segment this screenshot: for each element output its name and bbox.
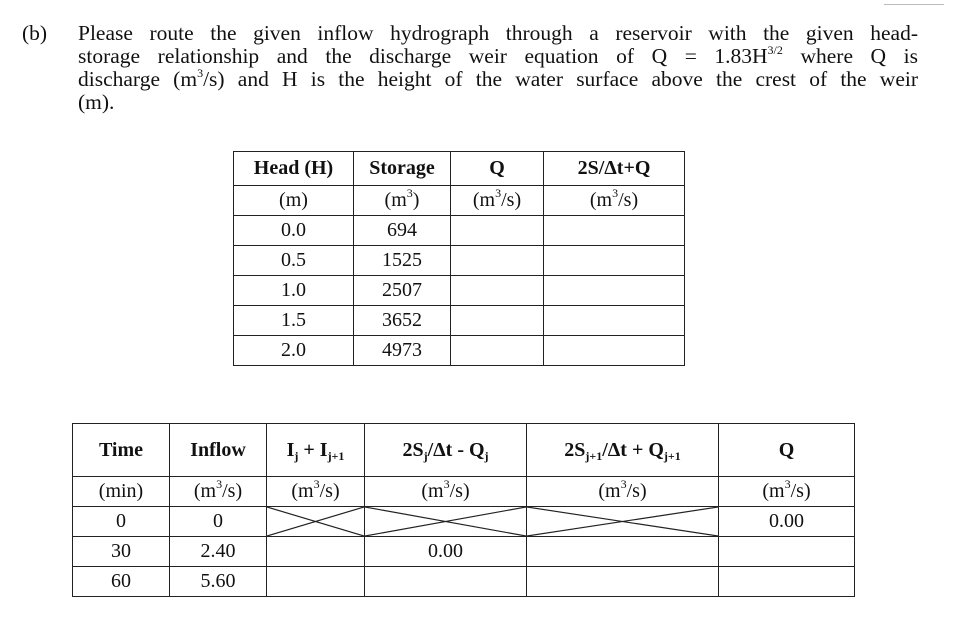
cell-storage: 3652 — [354, 306, 451, 336]
unit-storage-b: ) — [412, 189, 420, 211]
h-2s1: 2S — [564, 438, 586, 461]
exponent-3-2: 3/2 — [767, 43, 783, 57]
h-i-sub: j — [294, 448, 299, 463]
h-i: I — [286, 438, 295, 461]
cell-storage: 1525 — [354, 246, 451, 276]
header-q: Q — [451, 152, 544, 186]
cell-2sj1 — [527, 537, 719, 567]
header-q-out: Q — [719, 424, 855, 477]
unit-2s-a: (m — [589, 189, 613, 211]
unit-2s-exp: 3 — [612, 186, 619, 200]
u-exp: 3 — [620, 477, 627, 491]
cell-2s — [544, 276, 685, 306]
unit-q-b: /s) — [501, 189, 522, 211]
cross-out-icon — [527, 507, 718, 536]
cell-q — [451, 276, 544, 306]
question-label: (b) — [22, 21, 48, 45]
unit-head: (m) — [234, 186, 354, 216]
cell-q — [451, 336, 544, 366]
header-ij-ij1 — [267, 424, 365, 477]
unit-2s-dt-q — [544, 186, 685, 216]
h-i-sub2: j+1 — [327, 448, 345, 463]
cell-head: 1.5 — [234, 306, 354, 336]
cell-time: 30 — [73, 537, 170, 567]
header-head: Head (H) — [234, 152, 354, 186]
cell-2s — [544, 216, 685, 246]
cell-ij — [267, 567, 365, 597]
unit-2sj — [365, 477, 527, 507]
cell-2s — [544, 306, 685, 336]
cell-storage: 4973 — [354, 336, 451, 366]
unit-storage-a: (m — [384, 189, 407, 211]
table-row — [234, 306, 685, 336]
routing-table — [72, 423, 855, 597]
h-2s: 2S — [402, 438, 424, 461]
cell-inflow: 5.60 — [170, 567, 267, 597]
table-row — [234, 216, 685, 246]
crossed-cell-2sj1 — [527, 507, 719, 537]
header-inflow: Inflow — [170, 424, 267, 477]
question-text — [78, 22, 918, 114]
u-a: (m — [193, 480, 217, 502]
exponent-3: 3 — [197, 66, 204, 80]
cell-storage: 694 — [354, 216, 451, 246]
cell-inflow: 2.40 — [170, 537, 267, 567]
u-a: (m — [421, 480, 444, 502]
table-row — [73, 537, 855, 567]
unit-q-exp: 3 — [495, 186, 502, 200]
question-line-2 — [78, 45, 918, 68]
u-b: /s) — [222, 480, 243, 502]
unit-time: (min) — [73, 477, 170, 507]
cell-2sj — [365, 567, 527, 597]
question-line-3b: /s) and H is the height of the water surface above the crest of the weir — [203, 67, 919, 91]
u-b: /s) — [449, 480, 470, 502]
crossed-cell-ij — [267, 507, 365, 537]
cross-out-icon — [267, 507, 364, 536]
h-2s-sub: j — [423, 448, 428, 463]
question-line-1: Please route the given inflow hydrograph through a reservoir with the given head- — [78, 21, 918, 45]
cell-head: 2.0 — [234, 336, 354, 366]
table-row — [234, 336, 685, 366]
u-exp: 3 — [216, 477, 223, 491]
head-storage-table — [233, 151, 685, 366]
unit-inflow — [170, 477, 267, 507]
cell-time: 0 — [73, 507, 170, 537]
unit-storage — [354, 186, 451, 216]
cell-head: 0.0 — [234, 216, 354, 246]
header-2sj1-dt-qj1 — [527, 424, 719, 477]
u-exp: 3 — [313, 477, 320, 491]
u-exp: 3 — [443, 477, 450, 491]
cell-2sj: 0.00 — [365, 537, 527, 567]
u-b: /s) — [626, 480, 647, 502]
header-2s-dt-q: 2S/Δt+Q — [544, 152, 685, 186]
cell-q — [719, 537, 855, 567]
h-i-plus: + I — [298, 438, 328, 461]
cross-out-icon — [365, 507, 526, 536]
cell-q — [451, 246, 544, 276]
header-storage: Storage — [354, 152, 451, 186]
unit-q-a: (m — [472, 189, 496, 211]
cell-q — [719, 567, 855, 597]
h-2s-mid: /Δt - Q — [427, 438, 485, 461]
crossed-cell-2sj — [365, 507, 527, 537]
cell-q: 0.00 — [719, 507, 855, 537]
h-2s-sub2: j — [484, 448, 489, 463]
unit-ij — [267, 477, 365, 507]
question-line-3a: discharge (m — [78, 67, 198, 91]
table-row — [234, 246, 685, 276]
question-line-4: (m). — [78, 90, 115, 114]
cell-q — [451, 216, 544, 246]
unit-2s-b: /s) — [618, 189, 639, 211]
u-exp: 3 — [784, 477, 791, 491]
cell-2s — [544, 246, 685, 276]
question-line-2b: where Q is — [782, 44, 918, 68]
u-b: /s) — [319, 480, 340, 502]
table-row — [73, 567, 855, 597]
u-a: (m — [762, 480, 785, 502]
cell-head: 0.5 — [234, 246, 354, 276]
unit-storage-exp: 3 — [406, 186, 413, 200]
u-b: /s) — [790, 480, 811, 502]
cell-2s — [544, 336, 685, 366]
table-row — [73, 507, 855, 537]
cell-ij — [267, 537, 365, 567]
header-time: Time — [73, 424, 170, 477]
cell-inflow: 0 — [170, 507, 267, 537]
table-row — [234, 276, 685, 306]
unit-q — [451, 186, 544, 216]
unit-q-out — [719, 477, 855, 507]
question-line-3 — [78, 68, 918, 91]
h-2s1-sub: j+1 — [585, 448, 603, 463]
u-a: (m — [598, 480, 621, 502]
h-2s1-sub2: j+1 — [663, 448, 681, 463]
h-2s1-mid: /Δt + Q — [602, 438, 664, 461]
question-line-2a: storage relationship and the discharge weir equation of Q = 1.83H — [78, 44, 768, 68]
cell-storage: 2507 — [354, 276, 451, 306]
u-a: (m — [291, 480, 314, 502]
unit-2sj1 — [527, 477, 719, 507]
header-2sj-dt-qj — [365, 424, 527, 477]
cell-head: 1.0 — [234, 276, 354, 306]
cell-time: 60 — [73, 567, 170, 597]
page-edge-mark — [884, 0, 944, 5]
cell-q — [451, 306, 544, 336]
cell-2sj1 — [527, 567, 719, 597]
